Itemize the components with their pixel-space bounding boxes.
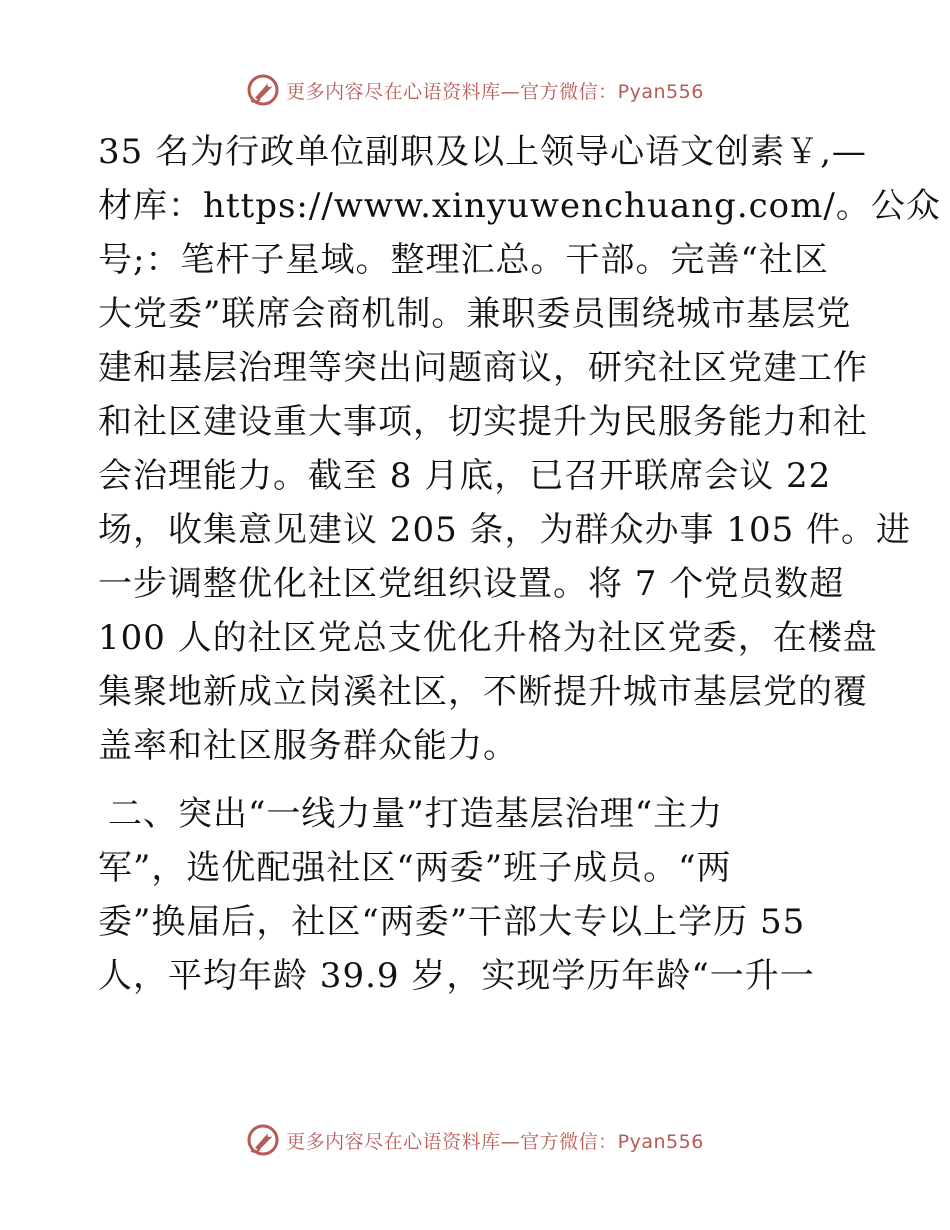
- header-watermark: [0, 70, 950, 110]
- text-line: 号;：笔杆子星域。整理汇总。干部。完善“社区: [98, 240, 829, 280]
- footer-watermark: [0, 1120, 950, 1160]
- document-body: [98, 125, 941, 1003]
- text-line: 会治理能力。截至 8 月底，已召开联席会议 22: [98, 456, 832, 496]
- text-line: 建和基层治理等突出问题商议，研究社区党建工作: [98, 348, 868, 388]
- section-heading-line: 二、突出“一线力量”打造基层治理“主力: [108, 794, 724, 834]
- header-watermark-text: 更多内容尽在心语资料库—官方微信：Pyan556: [286, 80, 704, 103]
- text-line: 35 名为行政单位副职及以上领导心语文创素￥,—: [98, 132, 867, 172]
- text-line: 盖率和社区服务群众能力。: [98, 726, 518, 766]
- pen-nib-circle-icon: [246, 73, 280, 107]
- text-line: 100 人的社区党总支优化升格为社区党委，在楼盘: [98, 618, 878, 658]
- text-line: 一步调整优化社区党组织设置。将 7 个党员数超: [98, 564, 845, 604]
- text-line: 人，平均年龄 39.9 岁，实现学历年龄“一升一: [98, 956, 815, 996]
- text-line: 军”，选优配强社区“两委”班子成员。“两: [98, 848, 732, 888]
- text-line: 和社区建设重大事项，切实提升为民服务能力和社: [98, 402, 868, 442]
- text-line: 材库：https://www.xinyuwenchuang.com/。公众: [98, 186, 941, 226]
- text-line: 委”换届后，社区“两委”干部大专以上学历 55: [98, 902, 806, 942]
- text-line: 集聚地新成立岗溪社区，不断提升城市基层党的覆: [98, 672, 868, 712]
- footer-watermark-text: 更多内容尽在心语资料库—官方微信：Pyan556: [286, 1130, 704, 1153]
- text-line: 场，收集意见建议 205 条，为群众办事 105 件。进: [98, 510, 912, 550]
- text-line: 大党委”联席会商机制。兼职委员围绕城市基层党: [98, 294, 852, 334]
- pen-nib-circle-icon: [246, 1123, 280, 1157]
